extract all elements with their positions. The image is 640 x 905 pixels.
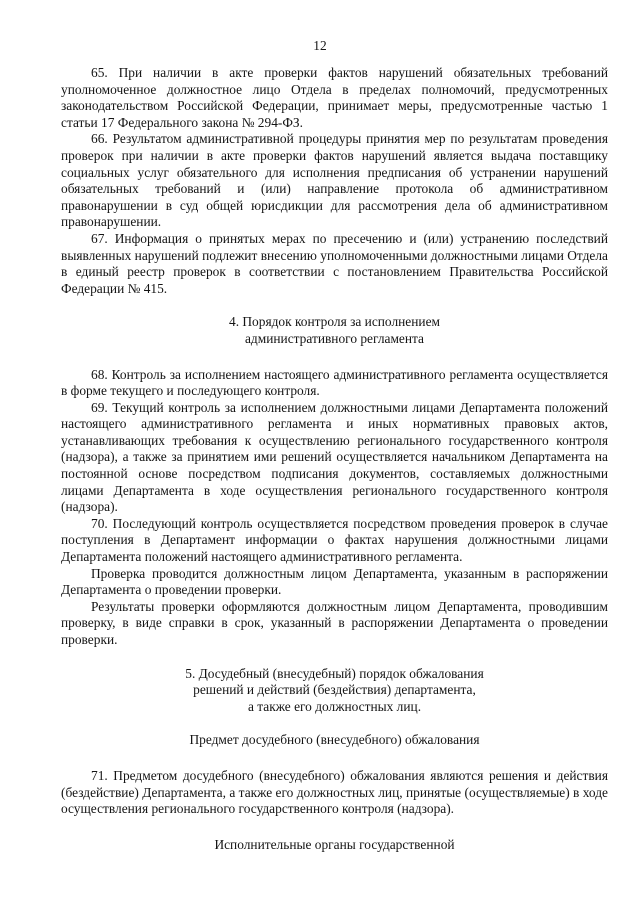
page-number: 12 <box>313 38 327 53</box>
subsection-heading-executive-bodies <box>61 837 608 854</box>
section-4-heading-line: административного регламента <box>244 330 424 346</box>
section-5-heading-line: а также его должностных лиц. <box>247 698 422 714</box>
paragraph-66: 66. Результатом административной процедуры принятия мер по результатам проведения проверок при наличии в акте проверки фактов нарушений является выдача поставщику социальных услуг обязательного для исполнения предписания об устранении нарушений обязательных требований и (или) направление протокола об административном правонарушении в суд общей юрисдикции для рассмотрения дела об административном правонарушении. <box>61 131 608 230</box>
document-body <box>61 65 608 853</box>
paragraph-inspection-results: Результаты проверки оформляются должностным лицом Департамента, проводившим проверку, в виде справки в срок, указанный в распоряжении Департамента о проведении проверки. <box>61 598 608 647</box>
subsection-heading-line: Предмет досудебного (внесудебного) обжалования <box>189 732 480 748</box>
section-4-heading-line: 4. Порядок контроля за исполнением <box>229 314 440 330</box>
section-5-heading-line: 5. Досудебный (внесудебный) порядок обжалования <box>185 665 484 681</box>
paragraph-67: 67. Информация о принятых мерах по пресечению и (или) устранению последствий выявленных нарушений подлежит внесению уполномоченными должностными лицами Отдела в единый реестр проверок в соответствии с постановлением Правительства Российской Федерации № 415. <box>61 230 608 296</box>
paragraph-70: 70. Последующий контроль осуществляется посредством проведения проверок в случае поступления в Департамент информации о фактах нарушения должностными лицами Департамента положений настоящего административного регламента. <box>61 515 608 565</box>
section-5-heading-line: решений и действий (бездействия) департамента, <box>193 682 476 698</box>
section-5-heading <box>61 666 608 716</box>
subsection-heading-line: Исполнительные органы государственной <box>214 836 455 852</box>
paragraph-inspection: Проверка проводится должностным лицом Департамента, указанным в распоряжении Департамента о проведении проверки. <box>61 565 608 598</box>
paragraph-71: 71. Предметом досудебного (внесудебного) обжалования являются решения и действия (бездействие) Департамента, а также его должностных лиц, принятые (осуществляемые) в ходе осуществления регионального государственного контроля (надзора). <box>61 767 608 817</box>
section-4-heading <box>61 314 608 347</box>
paragraph-65: 65. При наличии в акте проверки фактов нарушений обязательных требований уполномоченное должностное лицо Отдела в пределах полномочий, предусмотренных законодательством Российской Федерации, принимает меры, предусмотренные частью 1 статьи 17 Федерального закона № 294-ФЗ. <box>61 65 608 130</box>
paragraph-68: 68. Контроль за исполнением настоящего административного регламента осуществляется в форме текущего и последующего контроля. <box>61 366 608 399</box>
subsection-heading-appeal-subject <box>61 732 608 749</box>
paragraph-69: 69. Текущий контроль за исполнением должностными лицами Департамента положений настоящего административного регламента и иных нормативных правовых актов, устанавливающих требования к осуществлению регионального государственного контроля (надзора), а также за принятием ими решений осуществляется начальником Департамента на постоянной основе посредством подписания документов, составляемых должностными лицами Департамента в ходе осуществления регионального государственного контроля (надзора). <box>61 399 608 515</box>
